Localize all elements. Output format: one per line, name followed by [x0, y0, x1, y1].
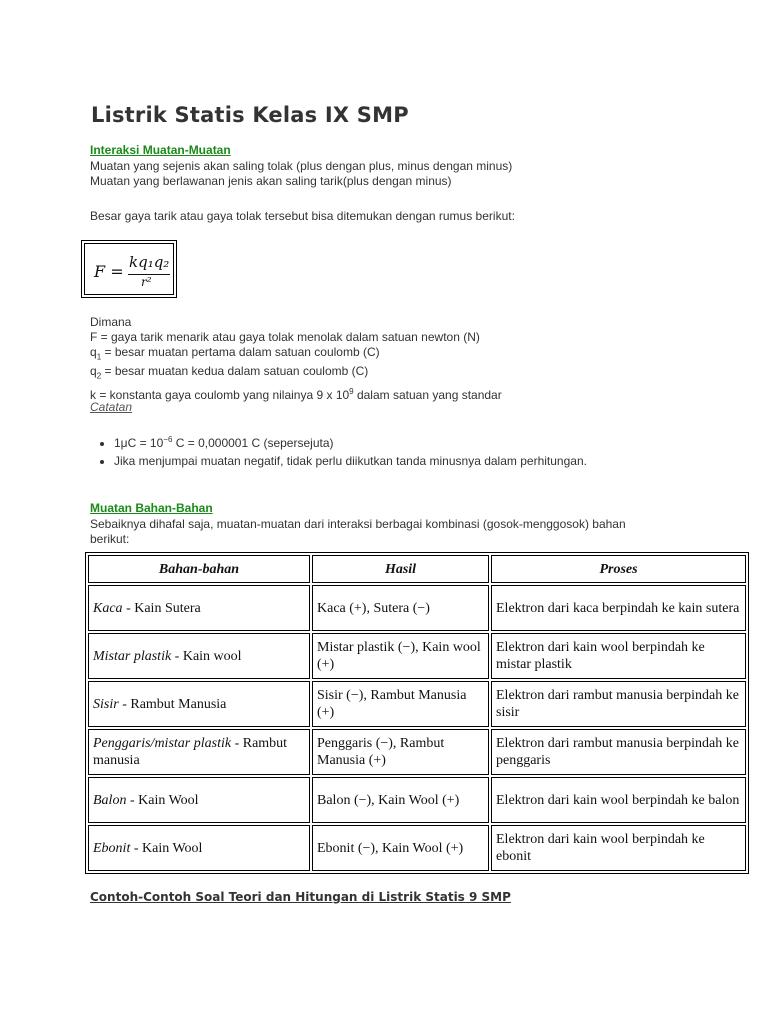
definitions: [90, 315, 502, 403]
table-row: [88, 585, 746, 631]
formula-denominator: r²: [141, 275, 152, 289]
rule-same-charge: Muatan yang sejenis akan saling tolak (plus dengan plus, minus dengan minus): [90, 159, 513, 173]
cell-proses: Elektron dari kain wool berpindah ke ebonit: [491, 825, 746, 871]
cell-bahan: Mistar plastik - Kain wool: [88, 633, 310, 679]
cell-hasil: Ebonit (−), Kain Wool (+): [312, 825, 489, 871]
formula-numerator: kq₁q₂: [129, 253, 170, 271]
page-title: Listrik Statis Kelas IX SMP: [91, 103, 409, 127]
header-proses: Proses: [491, 555, 746, 583]
cell-bahan: Penggaris/mistar plastik - Rambut manusia: [88, 729, 310, 775]
dimana-heading: Dimana: [90, 315, 132, 329]
cell-proses: Elektron dari kain wool berpindah ke mistar plastik: [491, 633, 746, 679]
def-q1: $q_1$ = besar muatan pertama dalam satuan coulomb (C): [90, 345, 380, 362]
def-q2: $q_2$ = besar muatan kedua dalam satuan coulomb (C): [90, 364, 369, 381]
formula-intro: Besar gaya tarik atau gaya tolak tersebut bisa ditemukan dengan rumus berikut:: [90, 209, 515, 223]
table-row: [88, 729, 746, 775]
table-header-row: [88, 555, 746, 583]
cell-bahan: Ebonit - Kain Wool: [88, 825, 310, 871]
section-bahan: [90, 499, 626, 547]
cell-proses: Elektron dari rambut manusia berpindah ke sisir: [491, 681, 746, 727]
note-microcoulomb: • $1\mu C = 10^{-6}$ C = 0,000001 C (sepersejuta): [114, 432, 587, 451]
def-f: F = gaya tarik menarik atau gaya tolak menolak dalam satuan newton (N): [90, 330, 480, 344]
def-k: k = konstanta gaya coulomb yang nilainya 9 x $10^9$ dalam satuan yang standar: [90, 386, 502, 402]
coulomb-formula: [81, 240, 177, 298]
cell-hasil: Balon (−), Kain Wool (+): [312, 777, 489, 823]
bahan-intro-1: Sebaiknya dihafal saja, muatan-muatan dari interaksi berbagai kombinasi (gosok-menggosok) bahan: [90, 517, 626, 531]
cell-hasil: Penggaris (−), Rambut Manusia (+): [312, 729, 489, 775]
table-row: [88, 633, 746, 679]
catatan-link-wrap: [90, 398, 132, 416]
table-row: [88, 777, 746, 823]
notes-list: [90, 432, 587, 472]
interaksi-muatan-link[interactable]: Interaksi Muatan-Muatan: [90, 143, 231, 157]
cell-proses: Elektron dari kain wool berpindah ke balon: [491, 777, 746, 823]
rule-opposite-charge: Muatan yang berlawanan jenis akan saling tarik(plus dengan minus): [90, 174, 452, 188]
catatan-link[interactable]: Catatan: [90, 400, 133, 414]
bahan-intro-2: berikut:: [90, 532, 130, 546]
contoh-soal-link[interactable]: Contoh-Contoh Soal Teori dan Hitungan di Listrik Statis 9 SMP: [90, 890, 511, 904]
formula-lhs: F =: [94, 262, 124, 281]
materials-table: [85, 552, 749, 874]
cell-bahan: Sisir - Rambut Manusia: [88, 681, 310, 727]
cell-hasil: Sisir (−), Rambut Manusia (+): [312, 681, 489, 727]
note-negative-charge: • Jika menjumpai muatan negatif, tidak perlu diikutkan tanda minusnya dalam perhitungan.: [114, 454, 587, 469]
header-bahan: Bahan-bahan: [88, 555, 310, 583]
cell-proses: Elektron dari rambut manusia berpindah ke penggaris: [491, 729, 746, 775]
section-interaksi: [90, 141, 512, 189]
cell-hasil: Kaca (+), Sutera (−): [312, 585, 489, 631]
header-hasil: Hasil: [312, 555, 489, 583]
cell-bahan: Balon - Kain Wool: [88, 777, 310, 823]
muatan-bahan-link[interactable]: Muatan Bahan-Bahan: [90, 501, 213, 515]
cell-hasil: Mistar plastik (−), Kain wool (+): [312, 633, 489, 679]
cell-proses: Elektron dari kaca berpindah ke kain sutera: [491, 585, 746, 631]
table-row: [88, 681, 746, 727]
cell-bahan: Kaca - Kain Sutera: [88, 585, 310, 631]
table-row: [88, 825, 746, 871]
